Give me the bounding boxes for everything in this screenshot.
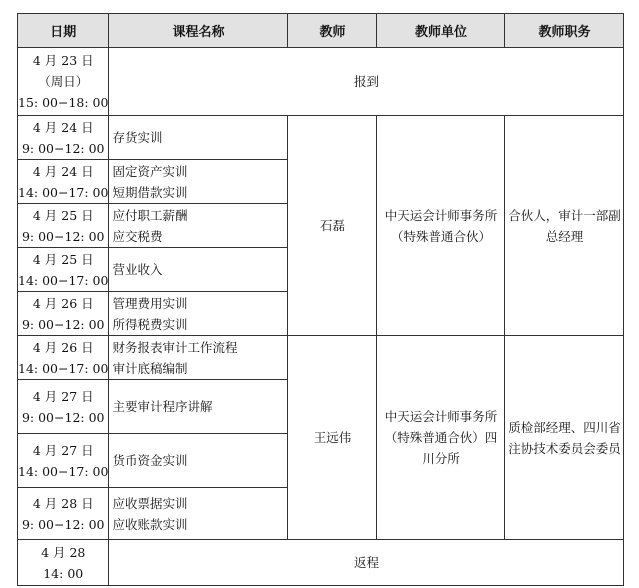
course-name: 应付职工薪酬 bbox=[112, 207, 188, 223]
date-line: 14: 00−17: 00 bbox=[18, 184, 109, 200]
course-cell bbox=[109, 160, 288, 204]
date-line: 4 月 28 bbox=[41, 544, 86, 560]
course-cell bbox=[109, 380, 288, 434]
date-line: 14: 00−17: 00 bbox=[18, 463, 109, 479]
table-row bbox=[18, 116, 624, 160]
teacher-org-cell: 中天运会计师事务所（特殊普通合伙）四川分所 bbox=[377, 336, 505, 540]
course-name: 所得税费实训 bbox=[112, 316, 188, 332]
return-label: 返程 bbox=[109, 540, 624, 586]
course-name: 管理费用实训 bbox=[112, 295, 188, 311]
course-name: 应收账款实训 bbox=[112, 516, 188, 532]
teacher-org-cell: 中天运会计师事务所（特殊普通合伙） bbox=[377, 116, 505, 336]
date-cell bbox=[18, 248, 109, 292]
date-line: 4 月 25 日 bbox=[32, 207, 94, 223]
teacher-cell: 石磊 bbox=[288, 116, 377, 336]
date-line: 9: 00−12: 00 bbox=[21, 228, 105, 244]
course-name: 应收票据实训 bbox=[112, 495, 188, 511]
course-name: 固定资产实训 bbox=[112, 163, 188, 179]
date-cell bbox=[18, 380, 109, 434]
date-line: 9: 00−12: 00 bbox=[21, 316, 105, 332]
course-name: 财务报表审计工作流程 bbox=[112, 339, 238, 355]
date-cell bbox=[18, 540, 109, 586]
course-cell bbox=[109, 204, 288, 248]
date-cell bbox=[18, 292, 109, 336]
course-name: 短期借款实训 bbox=[112, 184, 188, 200]
date-line: 9: 00−12: 00 bbox=[21, 140, 105, 156]
date-line: 4 月 23 日 bbox=[32, 53, 94, 68]
date-line: 14: 00 bbox=[43, 565, 84, 581]
date-cell bbox=[18, 48, 109, 116]
date-line: 9: 00−12: 00 bbox=[21, 409, 105, 425]
date-cell bbox=[18, 488, 109, 540]
date-line: 4 月 27 日 bbox=[32, 442, 94, 458]
date-line: 4 月 26 日 bbox=[32, 339, 94, 355]
date-line: 4 月 24 日 bbox=[32, 163, 94, 179]
date-cell bbox=[18, 116, 109, 160]
header-org: 教师单位 bbox=[377, 14, 505, 48]
date-line: 4 月 25 日 bbox=[32, 251, 94, 267]
registration-label: 报到 bbox=[109, 48, 624, 116]
course-cell bbox=[109, 434, 288, 488]
course-cell bbox=[109, 248, 288, 292]
date-line: 4 月 27 日 bbox=[32, 388, 94, 404]
course-name: 货币资金实训 bbox=[112, 453, 188, 468]
header-title: 教师职务 bbox=[505, 14, 624, 48]
teacher-title-cell: 质检部经理、四川省注协技术委员会委员 bbox=[505, 336, 624, 540]
header-date: 日期 bbox=[18, 14, 109, 48]
header-course: 课程名称 bbox=[109, 14, 288, 48]
course-cell bbox=[109, 488, 288, 540]
header-row bbox=[18, 14, 624, 48]
table-row bbox=[18, 48, 624, 116]
teacher-title-cell: 合伙人，审计一部副总经理 bbox=[505, 116, 624, 336]
course-name: 主要审计程序讲解 bbox=[112, 399, 213, 414]
date-line: 9: 00−12: 00 bbox=[21, 516, 105, 532]
course-name: 应交税费 bbox=[112, 228, 163, 244]
table-row bbox=[18, 336, 624, 380]
date-line: 14: 00−17: 00 bbox=[18, 272, 109, 288]
date-cell bbox=[18, 160, 109, 204]
table-row bbox=[18, 540, 624, 586]
course-name: 审计底稿编制 bbox=[112, 360, 188, 376]
course-cell bbox=[109, 336, 288, 380]
date-line: 4 月 24 日 bbox=[32, 119, 94, 135]
date-line: 4 月 26 日 bbox=[32, 295, 94, 311]
schedule-table bbox=[17, 13, 624, 586]
date-line: （周日） bbox=[38, 74, 89, 89]
header-teacher: 教师 bbox=[288, 14, 377, 48]
date-line: 15: 00−18: 00 bbox=[18, 95, 109, 110]
date-cell bbox=[18, 336, 109, 380]
course-cell bbox=[109, 116, 288, 160]
date-cell bbox=[18, 204, 109, 248]
date-line: 4 月 28 日 bbox=[32, 495, 94, 511]
date-cell bbox=[18, 434, 109, 488]
course-name: 营业收入 bbox=[112, 262, 163, 277]
date-line: 14: 00−17: 00 bbox=[18, 360, 109, 376]
teacher-cell: 王远伟 bbox=[288, 336, 377, 540]
course-cell bbox=[109, 292, 288, 336]
course-name: 存货实训 bbox=[112, 130, 163, 145]
